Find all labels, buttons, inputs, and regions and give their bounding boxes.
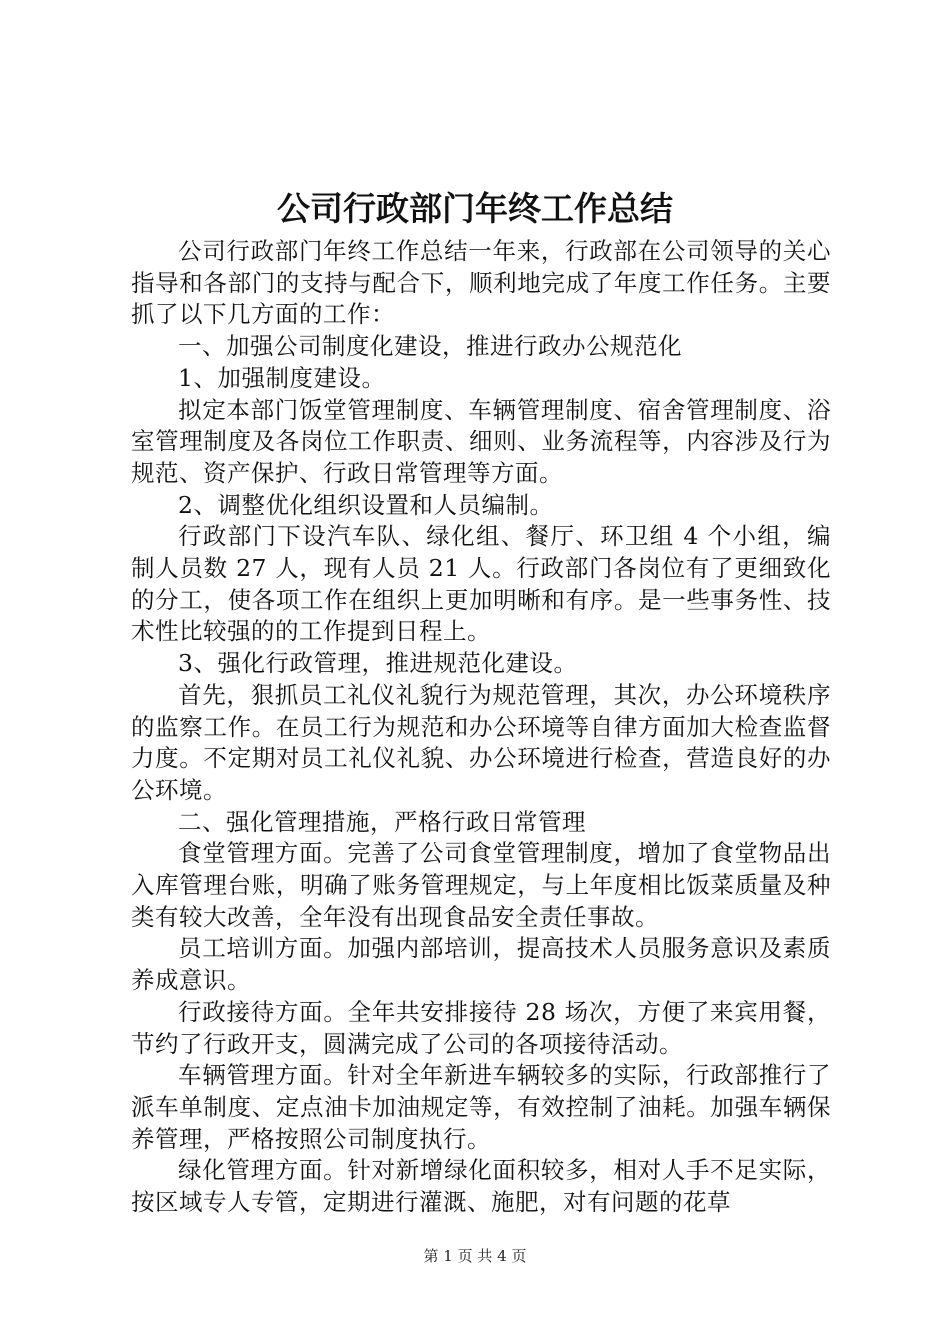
subheading-1-1: 1、加强制度建设。: [178, 363, 386, 392]
paragraph: 绿化管理方面。针对新增绿化面积较多，相对人手不足实际，按区域专人专管，定期进行灌溉、施肥，对有问题的花草: [131, 1156, 831, 1217]
section-heading-1: 一、加强公司制度化建设，推进行政办公规范化: [178, 332, 682, 361]
paragraph: 食堂管理方面。完善了公司食堂管理制度，增加了食堂物品出入库管理台账，明确了账务管理规定，与上年度相比饭菜质量及种类有较大改善，全年没有出现食品安全责任事故。: [131, 839, 831, 931]
subheading-1-2: 2、调整优化组织设置和人员编制。: [178, 490, 554, 519]
subheading-1-3: 3、强化行政管理，推进规范化建设。: [178, 649, 578, 678]
paragraph: 首先，狠抓员工礼仪礼貌行为规范管理，其次，办公环境秩序的监察工作。在员工行为规范和办公环境等自律方面加大检查监督力度。不定期对员工礼仪礼貌、办公环境进行检查，营造良好的办公环境。: [131, 680, 831, 804]
paragraph: 车辆管理方面。针对全年新进车辆较多的实际，行政部推行了派车单制度、定点油卡加油规定等，有效控制了油耗。加强车辆保养管理，严格按照公司制度执行。: [131, 1061, 831, 1153]
paragraph: 员工培训方面。加强内部培训，提高技术人员服务意识及素质养成意识。: [131, 934, 831, 995]
paragraph: 拟定本部门饭堂管理制度、车辆管理制度、宿舍管理制度、浴室管理制度及各岗位工作职责、细则、业务流程等，内容涉及行为规范、资产保护、行政日常管理等方面。: [131, 395, 831, 487]
section-heading-2: 二、强化管理措施，严格行政日常管理: [178, 807, 586, 836]
page-title: 公司行政部门年终工作总结: [277, 189, 673, 228]
paragraph: 行政部门下设汽车队、绿化组、餐厅、环卫组 4 个小组，编制人员数 27 人，现有人员 21 人。行政部门各岗位有了更细致化的分工，使各项工作在组织上更加明晰和有序。是一些事务性、技术性比较强的的工作提到日程上。: [131, 522, 831, 646]
page-number-footer: 第 1 页 共 4 页: [423, 1247, 527, 1265]
paragraph: 行政接待方面。全年共安排接待 28 场次，方便了来宾用餐，节约了行政开支，圆满完成了公司的各项接待活动。: [131, 997, 831, 1058]
document-body: [131, 236, 831, 1219]
paragraph-intro: 公司行政部门年终工作总结一年来，行政部在公司领导的关心指导和各部门的支持与配合下，顺利地完成了年度工作任务。主要抓了以下几方面的工作：: [131, 237, 831, 329]
